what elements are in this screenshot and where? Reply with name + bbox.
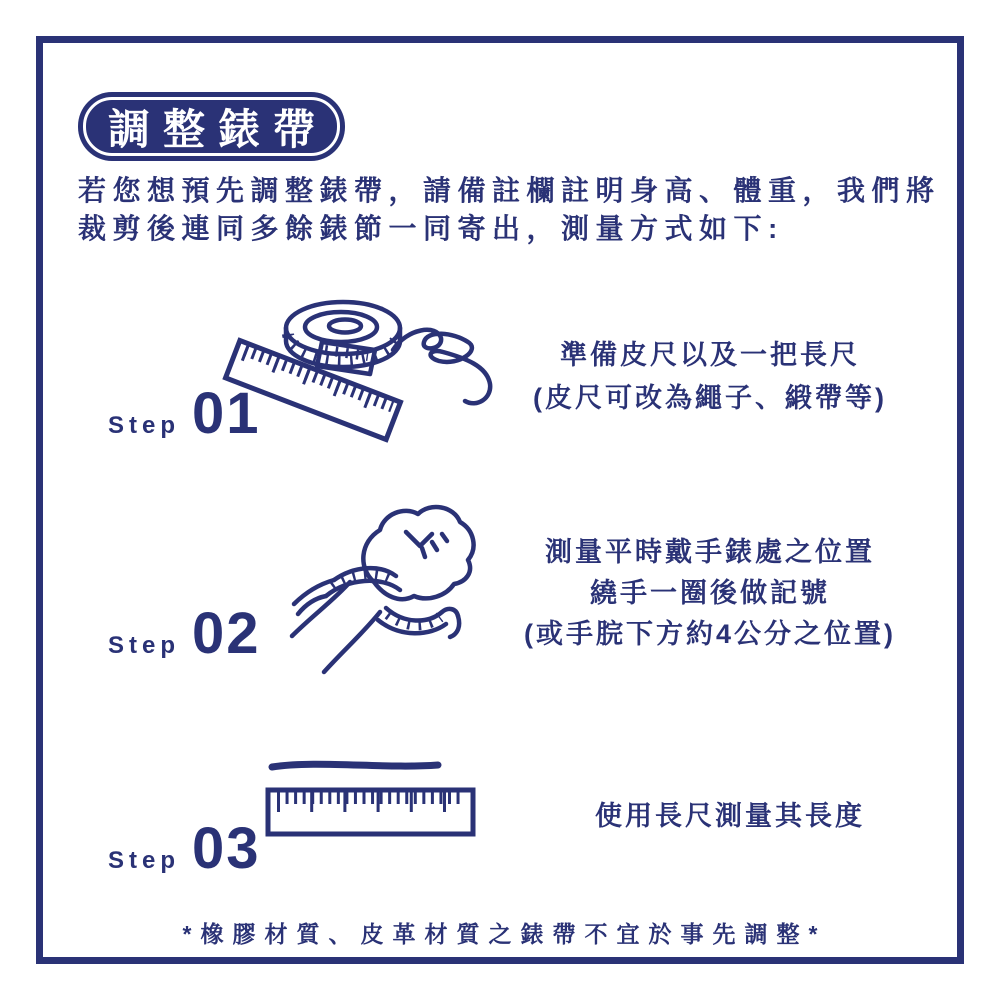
step-word: Step	[108, 847, 181, 874]
step-2-line-2: 繞手一圈後做記號	[590, 578, 830, 608]
footer-note: *橡膠材質、皮革材質之錶帶不宜於事先調整*	[182, 921, 827, 947]
step-2-label	[108, 601, 261, 666]
step-3-line-1: 使用長尺測量其長度	[595, 801, 865, 831]
intro-line-1: 若您想預先調整錶帶，請備註欄註明身高、體重，我們將	[78, 175, 941, 206]
step-1-label	[108, 381, 261, 446]
step-3-label	[108, 816, 261, 881]
step-1-line-1: 準備皮尺以及一把長尺	[560, 340, 860, 370]
step-3-description	[520, 796, 940, 837]
tape-measure-and-ruler-icon	[225, 292, 495, 442]
step-number: 03	[192, 816, 261, 881]
step-number: 01	[192, 381, 261, 446]
page-title: 調整錶帶	[107, 105, 328, 153]
step-2-description	[500, 532, 920, 655]
step-2-line-1: 測量平時戴手錶處之位置	[545, 537, 875, 567]
step-1-description	[500, 334, 920, 420]
ruler-icon	[256, 754, 481, 844]
step-2-line-3: (或手脘下方約4公分之位置)	[524, 619, 896, 649]
step-1-line-2: (皮尺可改為繩子、緞帶等)	[533, 383, 887, 413]
intro-paragraph	[78, 172, 948, 248]
step-word: Step	[108, 632, 181, 659]
step-word: Step	[108, 412, 181, 439]
title-badge	[78, 92, 345, 161]
step-number: 02	[192, 601, 261, 666]
fist-with-measuring-tape-icon	[290, 486, 485, 681]
intro-line-2: 裁剪後連同多餘錶節一同寄出，測量方式如下:	[78, 213, 784, 244]
